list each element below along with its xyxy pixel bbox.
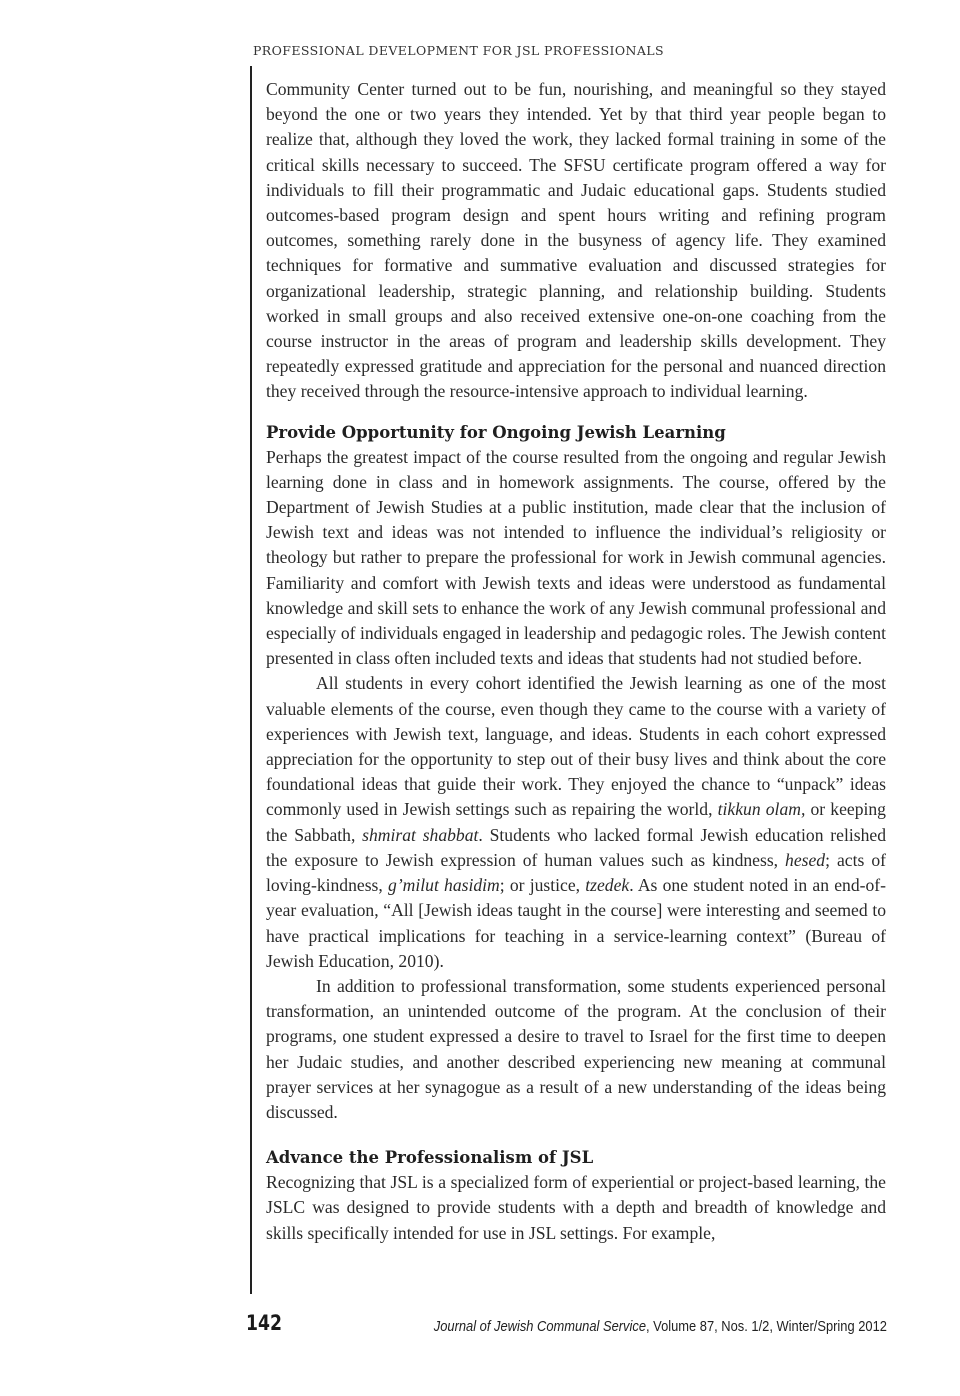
hebrew-term: hesed: [785, 849, 826, 870]
hebrew-term: g’milut hasidim: [388, 875, 500, 896]
text-run: . As one student noted in an end-of-year evaluation, “All [Jewish ideas taught in the course] were interesting and seemed to have practical implications for teaching in a service-learning context” (Bureau of Jewish Education, 2010).: [266, 875, 886, 971]
text-run: or keeping the Sabbath,: [266, 799, 886, 845]
journal-citation: [434, 1318, 887, 1335]
hebrew-term: tzedek: [585, 875, 630, 896]
paragraph: Community Center turned out to be fun, nourishing, and meaningful so they stayed beyond the one or two years they intended. Yet by that third year people began to realize that, although they loved the work, they lacked formal training in some of the critical skills necessary to succeed. The SFSU certificate program offered a way for individuals to fill their programmatic and Judaic educational gaps. Students studied outcomes-based program design and spent hours writing and refining program outcomes, something rarely done in the busyness of agency life. They examined techniques for formative and summative evaluation and discussed strategies for organizational leadership, strategic planning, and relationship building. Students worked in small groups and also received extensive one-on-one coaching from the course instructor in the areas of program and leadership skills development. They repeatedly expressed gratitude and appreciation for the personal and nuanced direction they received through the resource-intensive approach to individual learning.: [266, 79, 886, 402]
paragraph: Perhaps the greatest impact of the course resulted from the ongoing and regular Jewish learning done in class and in homework assignments. The course, offered by the Department of Jewish Studies at a public institution, made clear that the inclusion of Jewish text and ideas was not intended to influence the individual’s religiosity or theology but rather to prepare the professional for work in Jewish communal agencies. Familiarity and comfort with Jewish texts and ideas were understood as fundamental knowledge and skill sets to enhance the work of any Jewish communal professional and especially of individuals engaged in leadership and pedagogic roles. The Jewish content presented in class often included texts and ideas that students had not studied before.: [266, 446, 886, 669]
paragraph: In addition to professional transformation, some students experienced personal transformation, an unintended outcome of the program. At the conclusion of their programs, one student expressed a desire to travel to Israel for the first time to deepen her Judaic studies, and another described experiencing new meaning at communal prayer services at her synagogue as a result of a new understanding of the ideas being discussed.: [266, 975, 886, 1122]
section-heading: Advance the Professionalism of JSL: [266, 1148, 594, 1168]
spacer: [266, 405, 886, 420]
paragraph: [266, 671, 886, 973]
running-head: PROFESSIONAL DEVELOPMENT FOR JSL PROFESSIONALS: [253, 43, 664, 58]
article-body: [266, 77, 886, 1246]
journal-title: Journal of Jewish Communal Service: [433, 1318, 647, 1335]
section-heading: Provide Opportunity for Ongoing Jewish Learning: [266, 422, 726, 442]
page-number: 142: [246, 1311, 282, 1335]
text-run: ; or justice,: [499, 875, 586, 896]
paragraph: Recognizing that JSL is a specialized form of experiential or project-based learning, the JSLC was designed to provide students with a depth and breadth of knowledge and skills specifically intended for use in JSL settings. For example,: [266, 1172, 886, 1243]
hebrew-term: shmirat shabbat: [362, 824, 479, 845]
text-run: All students in every cohort identified the Jewish learning as one of the most valuable elements of the course, even though they came to the course with a variety of experiences with Jewish text, language, and ideas. Students in each cohort expressed appreciation for the opportunity to step out of their busy lives and think about the core foundational ideas that guide their work. They enjoyed the chance to “unpack” ideas commonly used in Jewish settings such as repairing the world,: [266, 673, 886, 820]
hebrew-term: tikkun olam,: [717, 799, 806, 820]
text-run: ; acts of loving-kindness,: [266, 849, 886, 896]
margin-rule: [250, 66, 252, 1294]
text-run: . Students who lacked formal Jewish education relished the exposure to Jewish expression of human values such as kindness,: [266, 824, 886, 870]
spacer: [266, 1125, 886, 1145]
journal-issue: , Volume 87, Nos. 1/2, Winter/Spring 2012: [646, 1318, 887, 1335]
